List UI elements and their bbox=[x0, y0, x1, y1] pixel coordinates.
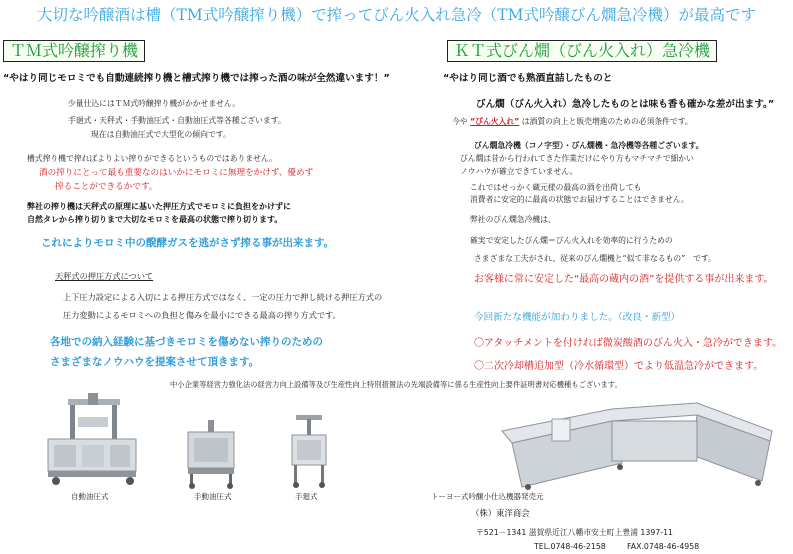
bottle-pasteurizing-cooling-machine-image bbox=[492, 391, 782, 491]
right-line-3: ノウハウが確立できていません。 bbox=[460, 167, 578, 176]
left-line-4: 槽式搾り機で搾ればよりよい搾りができるというものではありません。 bbox=[27, 154, 277, 163]
caption-right: トーヨー式吟醸小仕込機器発売元 bbox=[431, 492, 544, 501]
left-dark-2: 圧力変動によるモロミへの負担と傷みを最小にできる最高の搾り方式です。 bbox=[63, 310, 341, 320]
company-fax: FAX.0748-46-4958 bbox=[627, 542, 700, 551]
hand-crank-press-image bbox=[288, 413, 330, 489]
left-quote: “やはり同じモロミでも自動連続搾り機と槽式搾り機では搾った酒の味が全然違います！” bbox=[3, 73, 390, 84]
right-note-highlight: “びん火入れ” bbox=[470, 117, 520, 126]
right-line-6: 弊社のびん燗急冷機は、 bbox=[470, 215, 556, 224]
manual-hydraulic-press-image bbox=[182, 420, 240, 490]
automatic-hydraulic-press-image bbox=[44, 393, 144, 488]
right-line-2: びん燗は昔から行われてきた作業だけにやり方もマチマチで細かい bbox=[460, 154, 694, 163]
left-line-3: 現在は自動油圧式で大型化の傾向です。 bbox=[91, 130, 231, 139]
left-blue-1: これによりモロミ中の醗酵ガスを逃がさず搾る事が出来ます。 bbox=[41, 237, 335, 249]
left-bold-1: 弊社の搾り機は天秤式の原理に基いた押圧方式でモロミに負担をかけずに bbox=[27, 202, 291, 211]
left-line-1: 少量仕込にはＴＭ式吟醸搾り機がかかせません。 bbox=[68, 99, 240, 108]
right-line-1: びん燗急冷機（コノ字型）・びん燗機・急冷機等各種ございます。 bbox=[474, 141, 704, 150]
caption-automatic-hydraulic: 自動油圧式 bbox=[71, 492, 109, 501]
company-name: （株）東洋商会 bbox=[471, 508, 530, 518]
left-dark-1: 上下圧力設定による入切による押圧方式ではなく、一定の圧力で押し続ける押圧方式の bbox=[63, 292, 383, 302]
right-heading: ＫＴ式びん燗（びん火入れ）急冷機 bbox=[447, 40, 717, 62]
right-red-2: 〇アタッチメントを付ければ微炭酸酒のびん火入・急冷ができます。 bbox=[474, 338, 783, 349]
right-quote-2: びん燗（びん火入れ）急冷したものとは味も香も確かな差が出ます。” bbox=[476, 99, 775, 110]
right-blue-1: 今回新たな機能が加わりました。（改良・新型） bbox=[474, 312, 681, 323]
caption-hand-crank: 手廻式 bbox=[295, 492, 318, 501]
right-note-prefix: 今や bbox=[452, 117, 468, 126]
right-quote-1: “やはり同じ酒でも熟酒直詰したものと bbox=[443, 73, 613, 84]
page-title: 大切な吟醸酒は槽（TM式吟醸搾り機）で搾ってびん火入れ急冷（TM式吟醸びん燗急冷機）が最高です bbox=[37, 6, 756, 24]
left-blue-2: 各地での納入経験に基づきモロミを傷めない搾りのための bbox=[50, 336, 323, 348]
left-red-2: 搾ることができるかです。 bbox=[55, 182, 158, 192]
right-red-3: 〇二次冷却槽追加型（冷水循環型）でより低温急冷ができます。 bbox=[474, 361, 764, 372]
company-address: 〒521－1341 滋賀県近江八幡市安土町上豊浦 1397-11 bbox=[476, 528, 674, 537]
left-sub-heading: 天秤式の押圧方式について bbox=[55, 271, 154, 281]
right-line-8: さまざまな工夫がされ、従来のびん燗機と“似て非なるもの” です。 bbox=[474, 254, 716, 263]
left-red-1: 酒の搾りにとって最も重要なのはいかにモロミに無理をかけず、優めず bbox=[39, 168, 314, 178]
subsidy-note: 中小企業等経営力強化法の経営力向上設備等及び生産性向上特別措置法の先端設備等に係る生産性向上要件証明書対応機種もございます。 bbox=[170, 380, 622, 389]
left-heading: ＴＭ式吟醸搾り機 bbox=[3, 40, 145, 62]
right-line-4: これではせっかく蔵元様の最高の酒を出荷しても bbox=[470, 183, 642, 192]
company-tel: TEL.0748-46-2158 bbox=[534, 542, 606, 551]
left-bold-2: 自然タレから搾り切りまで大切なモロミを最高の状態で搾り切ります。 bbox=[27, 215, 283, 224]
right-line-5: 消費者に安定的に最高の状態でお届けすることはできません。 bbox=[470, 195, 689, 204]
left-blue-3: さまざまなノウハウを提案させて頂きます。 bbox=[50, 356, 260, 368]
caption-manual-hydraulic: 手動油圧式 bbox=[194, 492, 232, 501]
right-line-7: 確実で安定したびん燗＝びん火入れを効率的に行うための bbox=[470, 236, 673, 245]
right-note bbox=[452, 116, 693, 127]
left-line-2: 手廻式・天秤式・手動油圧式・自動油圧式等各種ございます。 bbox=[68, 116, 286, 125]
right-red-1: お客様に常に安定した“最高の蔵内の酒”を提供する事が出来ます。 bbox=[474, 274, 774, 285]
right-note-rest: は酒質の向上と販売増進のための必須条件です。 bbox=[521, 117, 693, 126]
